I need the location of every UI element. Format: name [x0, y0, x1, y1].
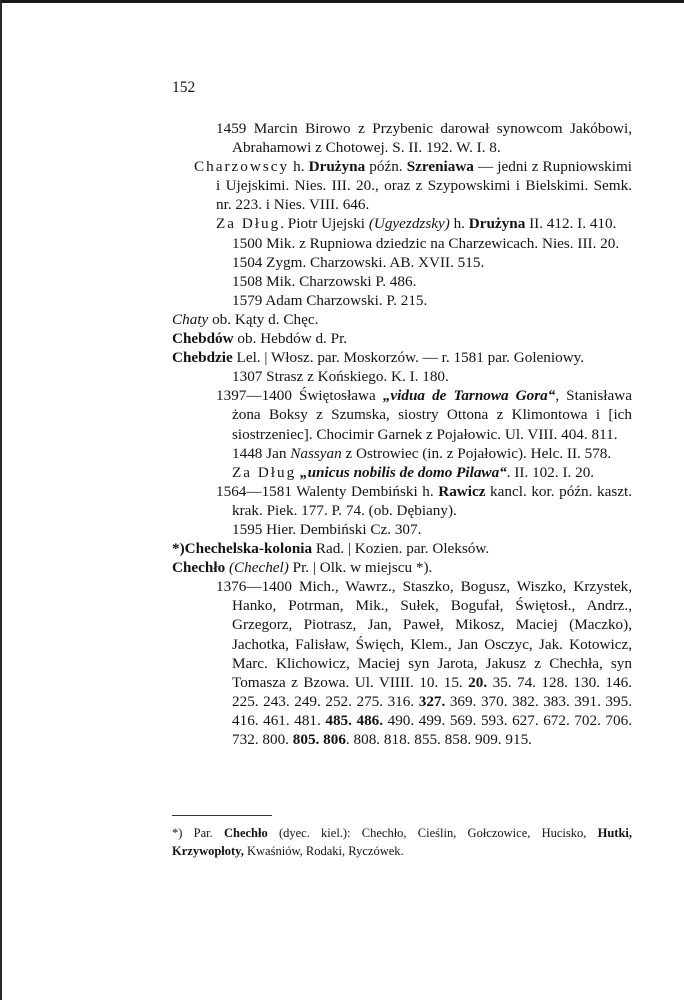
- text-run: „vidua de Tarnowa Gora“: [382, 387, 556, 405]
- text-run: *)Chechelska-kolonia: [172, 540, 313, 558]
- entry-line: [172, 291, 632, 310]
- text-run: — jedni z Rupniowskimi i Ujejskimi. Nies. III. 20., oraz z Szypowskimi i Bielskimi. Semk. nr. 223. i Nies. VIII. 646.: [216, 158, 633, 214]
- text-run: 1504 Zygm. Charzowski. AB. XVII. 515.: [232, 253, 485, 271]
- text-run: 1500 Mik. z Rupniowa dziedzic na Charzewicach. Nies. III. 20.: [232, 234, 620, 252]
- entry-line: [172, 329, 632, 348]
- text-run: Chebdzie: [172, 349, 233, 367]
- text-run: Chebdów: [172, 330, 234, 348]
- text-run: II. 412. I. 410.: [525, 215, 617, 233]
- text-run: (Chechel): [228, 559, 289, 577]
- entry-line: [172, 520, 632, 539]
- page-number: 152: [172, 79, 196, 96]
- text-run: h.: [449, 215, 469, 233]
- footnote: [172, 824, 632, 860]
- text-run: 1459 Marcin Birowo z Przybenic darował synowcom Jakóbowi, Abrahamowi z Chotowej. S. II. 192. W. I. 8.: [216, 120, 632, 157]
- text-run: 1564—1581 Walenty Dembiński h.: [216, 482, 439, 500]
- text-run: 35. 74. 128. 130. 146. 225. 243. 249. 252. 275. 316.: [232, 673, 632, 710]
- left-border: [0, 0, 2, 1000]
- text-run: Drużyna: [308, 158, 366, 176]
- text-run: . 808. 818. 855. 858. 909. 915.: [345, 731, 532, 748]
- text-run: Szreniawa: [406, 158, 474, 176]
- text-run: 1307 Strasz z Końskiego. K. I. 180.: [232, 368, 449, 386]
- text-run: (dyec. kiel.): Chechło, Cieślin, Gołczowice, Hucisko,: [267, 826, 598, 840]
- entry-line: [172, 386, 632, 443]
- text-run: Za Dług: [232, 463, 297, 481]
- text-run: z Ostrowiec (in. z Pojałowic). Helc. II. 578.: [341, 444, 612, 462]
- entry-line: [172, 119, 632, 157]
- entry-line: [172, 214, 632, 233]
- text-run: ob. Hebdów d. Pr.: [233, 330, 348, 348]
- text-run: *) Par.: [172, 826, 224, 840]
- text-run: 805.: [292, 731, 320, 748]
- entry-line: [172, 463, 632, 482]
- text-run: Chechło: [172, 559, 226, 577]
- text-run: Rawicz: [438, 482, 486, 500]
- text-run: 1376—1400 Mich., Wawrz., Staszko, Bogusz, Wiszko, Krzystek, Hanko, Potrman, Mik., Sułek, Bogufał, Świętosł., Andrz., Grzegorz, Piotrasz, Jan, Paweł, Mikosz, Maciej (Maczko), Jachotka, Falisław, Święch, Klem., Jan Osczyc, Jak. Kotowicz, Marc. Klichowicz, Maciej syn Jarota, Jakusz z Chechła, syn Tomasza z Bzowa. Ul. VIIII. 10. 15.: [216, 578, 632, 691]
- text-run: 1508 Mik. Charzowski P. 486.: [232, 272, 417, 290]
- entry-line: [172, 348, 632, 367]
- page-body: [172, 119, 632, 749]
- entry-line: [172, 272, 632, 291]
- text-run: 1448 Jan: [232, 444, 291, 462]
- entry-line: [172, 558, 632, 577]
- text-run: Charzowscy: [194, 158, 290, 176]
- top-border: [0, 0, 684, 3]
- text-run: Za Dług: [216, 215, 281, 233]
- entry-line: [172, 444, 632, 463]
- text-run: 20.: [468, 673, 488, 691]
- text-run: 369. 370. 382. 383. 391. 395. 416. 461. 481.: [232, 692, 633, 729]
- entry-line: [172, 253, 632, 272]
- text-run: 1579 Adam Charzowski. P. 215.: [232, 291, 428, 309]
- text-run: 485. 486.: [325, 711, 384, 729]
- entry-line: [172, 539, 632, 558]
- text-run: 327.: [418, 692, 446, 710]
- text-run: Drużyna: [468, 215, 526, 233]
- text-run: „unicus nobilis de domo Pilawa“: [300, 463, 507, 481]
- footnote-divider: [172, 815, 272, 816]
- entry-line: [172, 482, 632, 520]
- text-run: ob. Kąty d. Chęc.: [208, 310, 319, 328]
- text-run: . Piotr Ujejski: [280, 215, 369, 233]
- entry-line: [172, 577, 632, 749]
- entry-line: [172, 310, 632, 329]
- text-run: 806: [323, 731, 346, 748]
- text-run: Pr. | Olk. w miejscu *).: [288, 559, 433, 577]
- text-run: 1595 Hier. Dembiński Cz. 307.: [232, 520, 422, 538]
- text-run: Chechło: [223, 826, 268, 840]
- entry-line: [172, 234, 632, 253]
- text-run: Rad. | Kozien. par. Oleksów.: [312, 540, 490, 558]
- text-run: , Stanisława żona Boksy z Szumska, siostry Ottona z Klimontowa i [ich siostrzeniec]. Chocimir Garnek z Pojałowic. Ul. VIII. 404. 811.: [232, 387, 632, 443]
- text-run: Kwaśniów, Rodaki, Ryczówek.: [243, 844, 404, 858]
- text-run: Lel. | Włosz. par. Moskorzów. — r. 1581 par. Goleniowy.: [232, 349, 585, 367]
- text-run: kancl. kor. późn. kaszt. krak. Piek. 177. P. 74. (ob. Dębiany).: [232, 482, 632, 519]
- text-run: Hutki, Krzywopłoty,: [172, 826, 632, 858]
- text-run: Nassyan: [290, 444, 342, 462]
- text-run: 490. 499. 569. 593. 627. 672. 702. 706. 732. 800.: [232, 711, 633, 748]
- text-run: h.: [289, 158, 309, 176]
- entry-line: [172, 367, 632, 386]
- entry-line: [172, 157, 632, 214]
- text-run: Chaty: [172, 310, 209, 328]
- text-run: 1397—1400 Świętosława: [216, 387, 383, 405]
- text-run: . II. 102. I. 20.: [506, 463, 595, 481]
- text-run: późn.: [365, 158, 407, 176]
- text-run: (Ugyezdzsky): [368, 215, 450, 233]
